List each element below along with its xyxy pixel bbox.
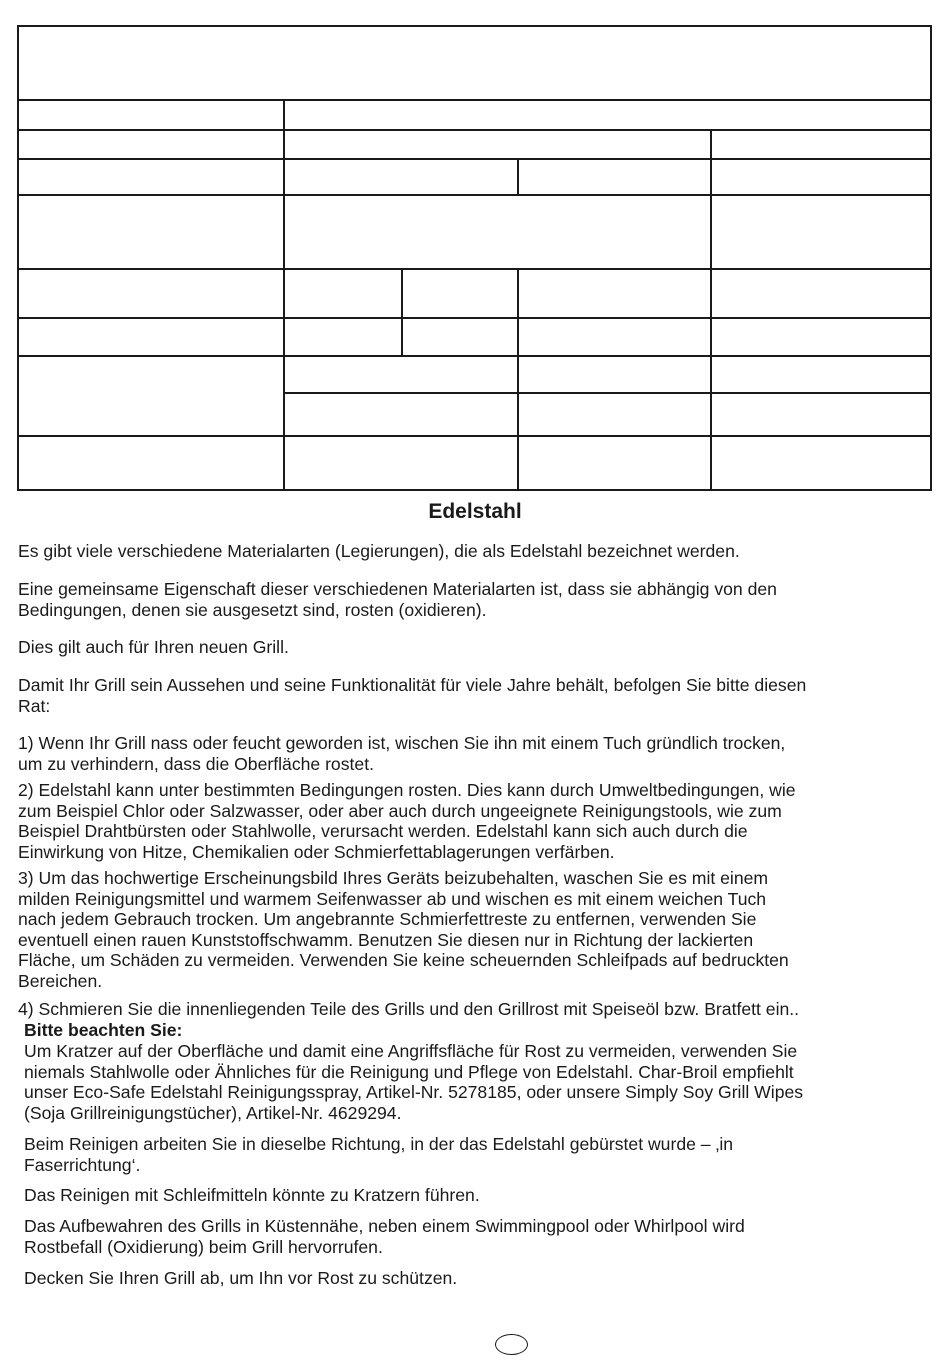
text-line: Rostbefall (Oxidierung) beim Grill hervorrufen. bbox=[24, 1236, 383, 1257]
text-line: Decken Sie Ihren Grill ab, um Ihn vor Rost zu schützen. bbox=[24, 1268, 458, 1288]
text-line: Beispiel Drahtbürsten oder Stahlwolle, verursacht werden. Edelstahl kann sich auch durch die bbox=[18, 821, 748, 841]
text-line: Es gibt viele verschiedene Materialarten (Legierungen), die als Edelstahl bezeichnet werden. bbox=[18, 541, 740, 561]
table-rule bbox=[517, 158, 519, 195]
text-line: Dies gilt auch für Ihren neuen Grill. bbox=[18, 637, 289, 657]
table-rule bbox=[710, 129, 712, 491]
note-paragraph bbox=[24, 1041, 803, 1123]
text-line: Das Aufbewahren des Grills in Küstennähe, neben einem Swimmingpool oder Whirlpool wird bbox=[24, 1216, 745, 1236]
page-number-oval bbox=[495, 1334, 528, 1355]
list-item bbox=[18, 999, 799, 1020]
text-line: nach jedem Gebrauch trocken. Um angebrannte Schmierfettreste zu entfernen, verwenden Sie bbox=[18, 909, 757, 929]
paragraph bbox=[18, 579, 777, 620]
list-item bbox=[18, 780, 796, 862]
text-line: 4) Schmieren Sie die innenliegenden Teile des Grills und den Grillrost mit Speiseöl bzw. Bratfett ein.. bbox=[18, 999, 800, 1019]
table-rule bbox=[19, 194, 930, 196]
table-rule bbox=[19, 99, 930, 101]
table-rule bbox=[19, 355, 930, 357]
text-line: Damit Ihr Grill sein Aussehen und seine Funktionalität für viele Jahre behält, befolgen Sie bitte diesen bbox=[18, 675, 807, 695]
table-rule bbox=[517, 268, 519, 491]
text-line: niemals Stahlwolle oder Ähnliches für die Reinigung und Pflege von Edelstahl. Char-Broil empfiehlt bbox=[24, 1061, 794, 1082]
empty-table bbox=[17, 25, 932, 491]
section-heading: Edelstahl bbox=[428, 500, 522, 523]
paragraph bbox=[18, 637, 289, 658]
text-line: (Soja Grillreinigungstücher), Artikel-Nr. 4629294. bbox=[24, 1102, 402, 1123]
text-line: unser Eco-Safe Edelstahl Reinigungsspray, Artikel-Nr. 5278185, oder unsere Simply Soy Grill Wipes bbox=[24, 1082, 804, 1102]
text-line: 1) Wenn Ihr Grill nass oder feucht geworden ist, wischen Sie ihn mit einem Tuch gründlich trocken, bbox=[18, 733, 786, 753]
note-paragraph bbox=[24, 1134, 733, 1175]
text-line: eventuell einen rauen Kunststoffschwamm. Benutzen Sie diesen nur in Richtung der lackierten bbox=[18, 929, 754, 950]
note-paragraph bbox=[24, 1216, 745, 1257]
note-paragraph bbox=[24, 1268, 457, 1289]
paragraph bbox=[18, 541, 740, 562]
text-line: um zu verhindern, dass die Oberfläche rostet. bbox=[18, 753, 374, 774]
text-line: 2) Edelstahl kann unter bestimmten Bedingungen rosten. Dies kann durch Umweltbedingungen, wie bbox=[18, 780, 796, 800]
text-line: Einwirkung von Hitze, Chemikalien oder Schmierfettablagerungen verfärben. bbox=[18, 841, 615, 862]
table-rule bbox=[401, 268, 403, 356]
text-line: Bedingungen, denen sie ausgesetzt sind, rosten (oxidieren). bbox=[18, 599, 487, 620]
text-line: Beim Reinigen arbeiten Sie in dieselbe Richtung, in der das Edelstahl gebürstet wurde – ‚in bbox=[24, 1134, 734, 1154]
paragraph bbox=[18, 675, 806, 716]
table-rule bbox=[19, 268, 930, 270]
text-line: Faserrichtung‘. bbox=[24, 1154, 141, 1175]
table-rule bbox=[19, 317, 930, 319]
note-paragraph bbox=[24, 1185, 480, 1206]
text-line: Das Reinigen mit Schleifmitteln könnte zu Kratzern führen. bbox=[24, 1185, 480, 1205]
table-rule bbox=[284, 392, 930, 394]
text-line: Rat: bbox=[18, 695, 51, 716]
text-line: 3) Um das hochwertige Erscheinungsbild Ihres Geräts beizubehalten, waschen Sie es mit einem bbox=[18, 868, 769, 888]
table-rule bbox=[19, 158, 930, 160]
text-line: Um Kratzer auf der Oberfläche und damit eine Angriffsfläche für Rost zu vermeiden, verwenden Sie bbox=[24, 1041, 798, 1061]
table-rule bbox=[19, 435, 930, 437]
text-line: zum Beispiel Chlor oder Salzwasser, oder aber auch durch ungeeignete Reinigungstools, wie zum bbox=[18, 800, 782, 821]
table-rule bbox=[283, 99, 285, 491]
text-line: Fläche, um Schäden zu vermeiden. Verwenden Sie keine scheuernden Schleifpads auf bedruckten bbox=[18, 950, 789, 970]
text-line: milden Reinigungsmittel und warmem Seifenwasser ab und wischen es mit einem weichen Tuch bbox=[18, 888, 767, 909]
text-line: Eine gemeinsame Eigenschaft dieser verschiedenen Materialarten ist, dass sie abhängig von den bbox=[18, 579, 777, 599]
table-rule bbox=[19, 129, 930, 131]
text-line: Bereichen. bbox=[18, 970, 103, 991]
note-title: Bitte beachten Sie: bbox=[24, 1020, 183, 1040]
list-item bbox=[18, 868, 789, 991]
list-item bbox=[18, 733, 785, 774]
